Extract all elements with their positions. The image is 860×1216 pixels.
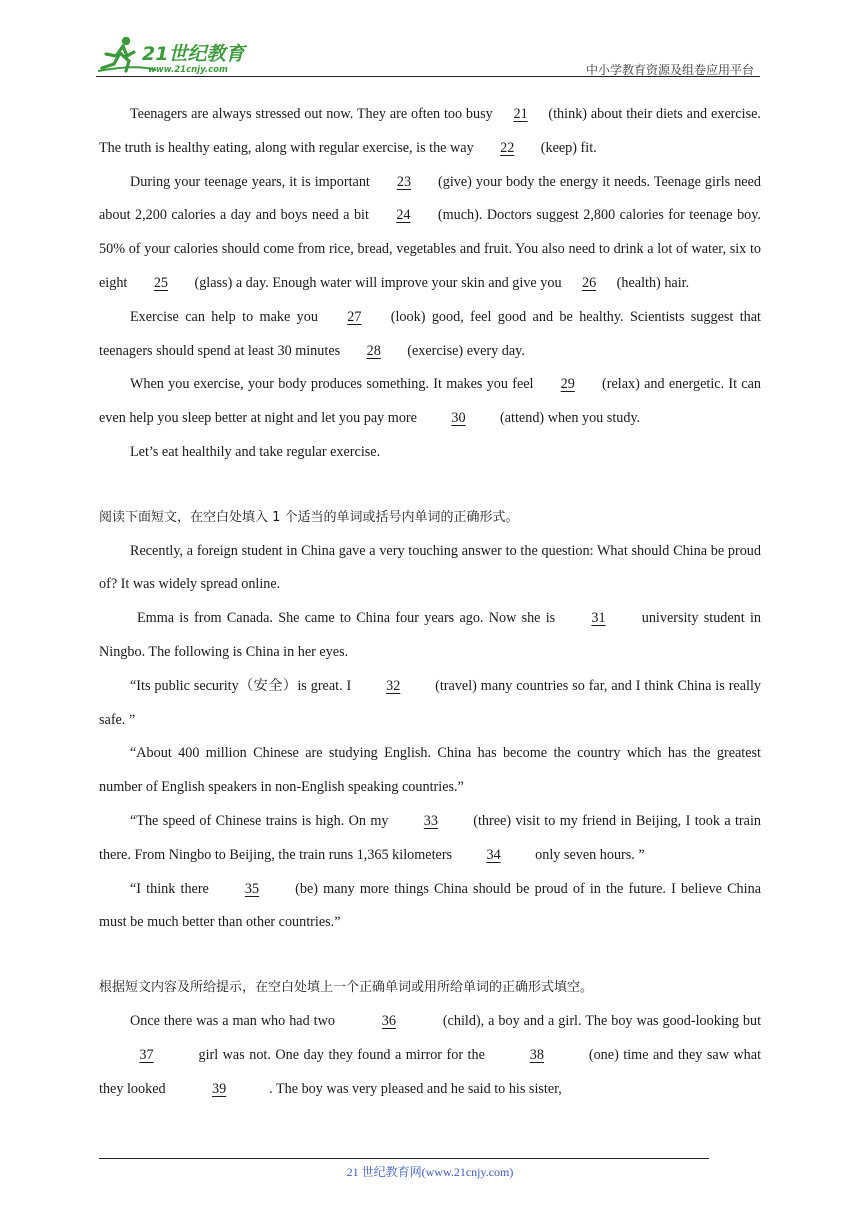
paragraph: When you exercise, your body produces something. It makes you feel 29 (relax) and energetic. It can even help you sleep better at night and let you pay more 30 (attend) when you study.: [99, 368, 761, 436]
blank-39: 39: [212, 1080, 227, 1097]
paragraph: “Its public security（安全）is great. I 32 (travel) many countries so far, and I think China is really safe. ”: [99, 670, 761, 738]
blank-33: 33: [423, 812, 438, 829]
blank-36: 36: [381, 1012, 396, 1029]
blank-21: 21: [513, 106, 528, 122]
footer-divider: [99, 1158, 709, 1159]
logo-text: 21世纪教育: [142, 43, 245, 65]
blank-38: 38: [529, 1046, 544, 1063]
paragraph: Once there was a man who had two 36 (child), a boy and a girl. The boy was good-looking but 37 girl was not. One day they found a mirror for the 38 (one) time and they saw what they looked 39 . The boy was very pleased and he said to his sister,: [99, 1005, 761, 1106]
blank-31: 31: [591, 610, 606, 627]
blank-30: 30: [451, 410, 466, 427]
paragraph: Recently, a foreign student in China gave a very touching answer to the question: What should China be proud of? It was widely spread online.: [99, 542, 761, 593]
platform-title: 中小学教育资源及组卷应用平台: [585, 63, 754, 77]
paragraph: Let’s eat healthily and take regular exercise.: [130, 443, 381, 460]
blank-24: 24: [396, 207, 411, 224]
paragraph: During your teenage years, it is important 23 (give) your body the energy it needs. Teenage girls need about 2,200 calories a day and boys need a bit 24 (much). Doctors suggest 2,800 calories for teenage boy. 50% of your calories should come from rice, bread, vegetables and fruit. You also need to drink a lot of water, six to eight 25 (glass) a day. Enough water will improve your skin and give you 26 (health) hair.: [99, 166, 761, 301]
paragraph: Teenagers are always stressed out now. They are often too busy 21 (think) about their diets and exercise. The truth is healthy eating, along with regular exercise, is the way 22 (keep) fit.: [99, 98, 761, 166]
blank-26: 26: [582, 274, 597, 291]
paragraph: Exercise can help to make you 27 (look) good, feel good and be healthy. Scientists suggest that teenagers should spend at least 30 minutes 28 (exercise) every day.: [99, 301, 761, 369]
section-instruction: 根据短文内容及所给提示，在空白处填上一个正确单词或用所给单词的正确形式填空。: [99, 980, 594, 996]
blank-29: 29: [560, 376, 575, 393]
logo-url: www.21cnjy.com: [148, 65, 228, 75]
footer-source[interactable]: 21 世纪教育网(www.21cnjy.com): [346, 1165, 514, 1179]
paragraph: Emma is from Canada. She came to China four years ago. Now she is 31 university student in Ningbo. The following is China in her eyes.: [99, 602, 761, 670]
blank-23: 23: [396, 173, 412, 190]
blank-25: 25: [153, 274, 169, 291]
header-divider: [96, 76, 760, 77]
blank-22: 22: [500, 139, 515, 156]
paragraph: “I think there 35 (be) many more things China should be proud of in the future. I believe China must be much better than other countries.”: [99, 873, 761, 941]
document-body: [99, 98, 761, 1106]
section-instruction: 阅读下面短文，在空白处填入 1 个适当的单词或括号内单词的正确形式。: [99, 509, 519, 525]
blank-35: 35: [244, 880, 260, 897]
logo: [96, 34, 266, 76]
blank-27: 27: [347, 308, 362, 325]
blank-32: 32: [386, 677, 401, 694]
paragraph: “About 400 million Chinese are studying English. China has become the country which has the greatest number of English speakers in non-English speaking countries.”: [99, 745, 761, 796]
page-header: [96, 34, 760, 78]
paragraph: “The speed of Chinese trains is high. On my 33 (three) visit to my friend in Beijing, I took a train there. From Ningbo to Beijing, the train runs 1,365 kilometers 34 only seven hours. ”: [99, 805, 761, 873]
blank-28: 28: [366, 342, 381, 359]
blank-34: 34: [486, 846, 501, 863]
blank-37: 37: [139, 1046, 154, 1063]
